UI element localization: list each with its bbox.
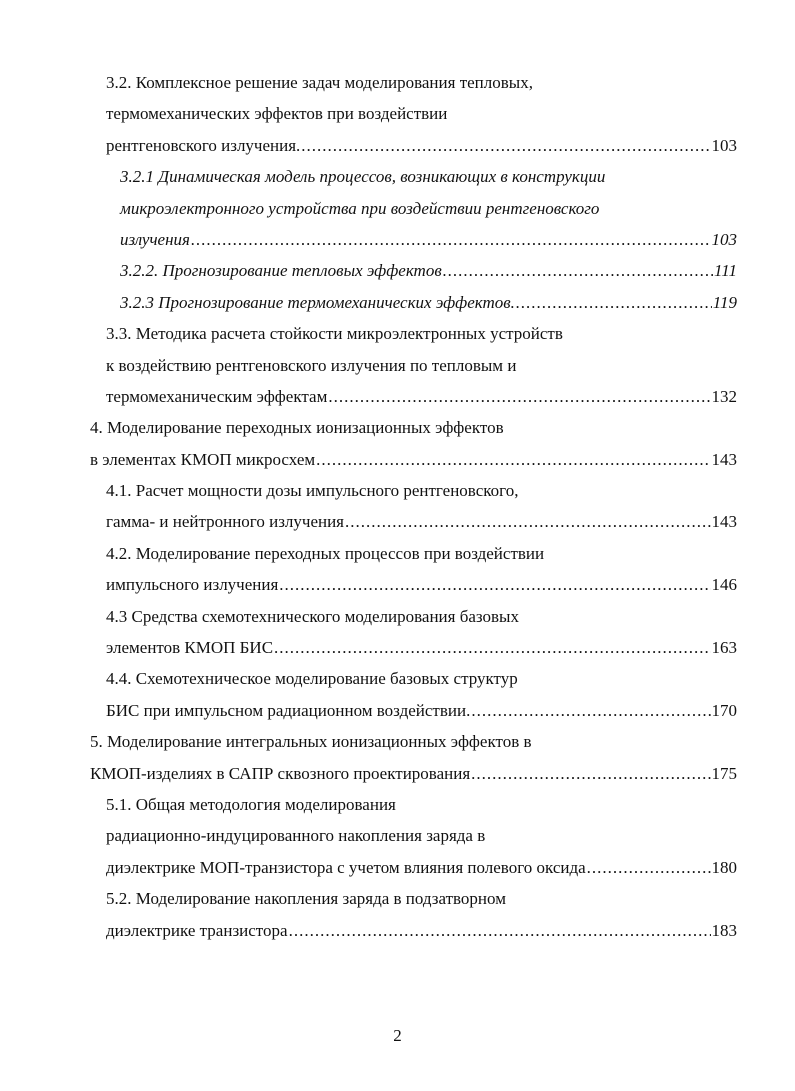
toc-page-number: 103 <box>711 135 737 155</box>
toc-entry-line <box>90 412 795 443</box>
toc-entry-text: диэлектрике МОП-транзистора с учетом влияния полевого оксида <box>106 857 586 877</box>
toc-entry-line-with-page <box>106 381 737 412</box>
dot-leader <box>516 287 712 318</box>
toc-entry-line <box>120 193 795 224</box>
toc-entry-line <box>106 663 795 694</box>
toc-entry-line <box>106 318 795 349</box>
toc-entry-text: радиационно-индуцированного накопления заряда в <box>106 826 486 846</box>
toc-entry-text: 4.2. Моделирование переходных процессов при воздействии <box>106 543 545 563</box>
toc-entry-text: импульсного излучения <box>106 575 279 595</box>
toc-entry-text: микроэлектронного устройства при воздействии рентгеновского <box>120 198 600 218</box>
toc-entry-text: 3.2.1 Динамическая модель процессов, возникающих в конструкции <box>120 167 606 187</box>
toc-entry-line-with-page <box>106 130 737 161</box>
toc-entry-text: 3.2. Комплексное решение задач моделирования тепловых, <box>106 73 533 92</box>
dot-leader <box>316 444 710 475</box>
toc-entry-line-with-page <box>106 632 737 663</box>
toc-entry-text: БИС при импульсном радиационном воздействии. <box>106 700 471 720</box>
dot-leader <box>587 852 711 883</box>
toc-entry-text: 3.2.3 Прогнозирование термомеханических эффектов. <box>120 292 515 312</box>
toc-page-number: 183 <box>711 920 737 940</box>
toc-entry-text: КМОП-изделиях в САПР сквозного проектирования <box>90 763 471 783</box>
dot-leader <box>471 758 710 789</box>
toc-entry-line <box>106 350 795 381</box>
toc-entry-text: 4.1. Расчет мощности дозы импульсного рентгеновского, <box>106 481 519 501</box>
toc-entry-line-with-page <box>120 224 737 255</box>
toc-entry-text: 3.3. Методика расчета стойкости микроэлектронных устройств <box>106 324 563 344</box>
toc-page-number: 132 <box>711 386 737 406</box>
toc-page-number: 163 <box>711 638 737 658</box>
toc-entry-line <box>106 475 795 506</box>
dot-leader <box>328 381 710 412</box>
toc-entry-line-with-page <box>106 852 737 883</box>
toc-entry-text: термомеханических эффектов при воздействии <box>106 104 448 124</box>
toc-page-number: 146 <box>711 575 737 595</box>
toc-entry-line <box>120 161 795 192</box>
dot-leader <box>191 224 711 255</box>
toc-entry-line <box>90 726 795 757</box>
dot-leader <box>279 569 710 600</box>
toc-entry-text: 3.2.2. Прогнозирование тепловых эффектов <box>120 261 442 281</box>
toc-entry-line-with-page <box>90 444 737 475</box>
page-number: 2 <box>393 1026 402 1045</box>
toc-entry-line-with-page <box>106 506 737 537</box>
dot-leader <box>443 255 713 286</box>
toc-entry-text: излучения <box>120 229 190 249</box>
toc-entry-text: 4.3 Средства схемотехнического моделирования базовых <box>106 606 519 626</box>
dot-leader <box>345 506 711 537</box>
toc-page-number: 175 <box>711 763 737 783</box>
toc-page-number: 111 <box>714 261 737 281</box>
toc-entry-line <box>106 538 795 569</box>
toc-entry-text: 5. Моделирование интегральных ионизационных эффектов в <box>90 732 532 752</box>
toc-entry-text: к воздействию рентгеновского излучения по тепловым и <box>106 355 517 375</box>
toc-entry-line-with-page <box>120 255 737 286</box>
toc-entry-line-with-page <box>106 569 737 600</box>
toc-page-number: 170 <box>711 700 737 720</box>
toc-entry-text: рентгеновского излучения. <box>106 135 301 155</box>
toc-entry-line <box>106 67 795 98</box>
toc-page-number: 103 <box>711 229 737 249</box>
toc-entry-line-with-page <box>120 287 737 318</box>
toc-page-number: 180 <box>711 857 737 877</box>
toc-entry-line <box>106 601 795 632</box>
toc-entry-line <box>106 98 795 129</box>
dot-leader <box>274 632 710 663</box>
toc-entry-text: в элементах КМОП микросхем <box>90 449 316 469</box>
toc-page-number: 143 <box>711 512 737 532</box>
toc-entry-text: термомеханическим эффектам <box>106 386 328 406</box>
table-of-contents <box>0 67 795 946</box>
toc-entry-text: диэлектрике транзистора <box>106 920 288 940</box>
toc-entry-text: гамма- и нейтронного излучения <box>106 512 344 532</box>
toc-entry-line <box>106 883 795 914</box>
toc-entry-line-with-page <box>90 758 737 789</box>
toc-entry-text: 5.1. Общая методология моделирования <box>106 794 396 814</box>
dot-leader <box>471 695 710 726</box>
toc-entry-text: 5.2. Моделирование накопления заряда в подзатворном <box>106 889 506 909</box>
dot-leader <box>289 915 711 946</box>
toc-entry-line <box>106 789 795 820</box>
dot-leader <box>301 130 710 161</box>
toc-entry-line-with-page <box>106 915 737 946</box>
toc-entry-text: элементов КМОП БИС <box>106 638 274 658</box>
toc-entry-line-with-page <box>106 695 737 726</box>
toc-entry-text: 4. Моделирование переходных ионизационных эффектов <box>90 418 504 438</box>
toc-page-number: 143 <box>711 449 737 469</box>
toc-page-number: 119 <box>712 292 737 312</box>
toc-entry-line <box>106 820 795 851</box>
toc-entry-text: 4.4. Схемотехническое моделирование базовых структур <box>106 669 518 689</box>
